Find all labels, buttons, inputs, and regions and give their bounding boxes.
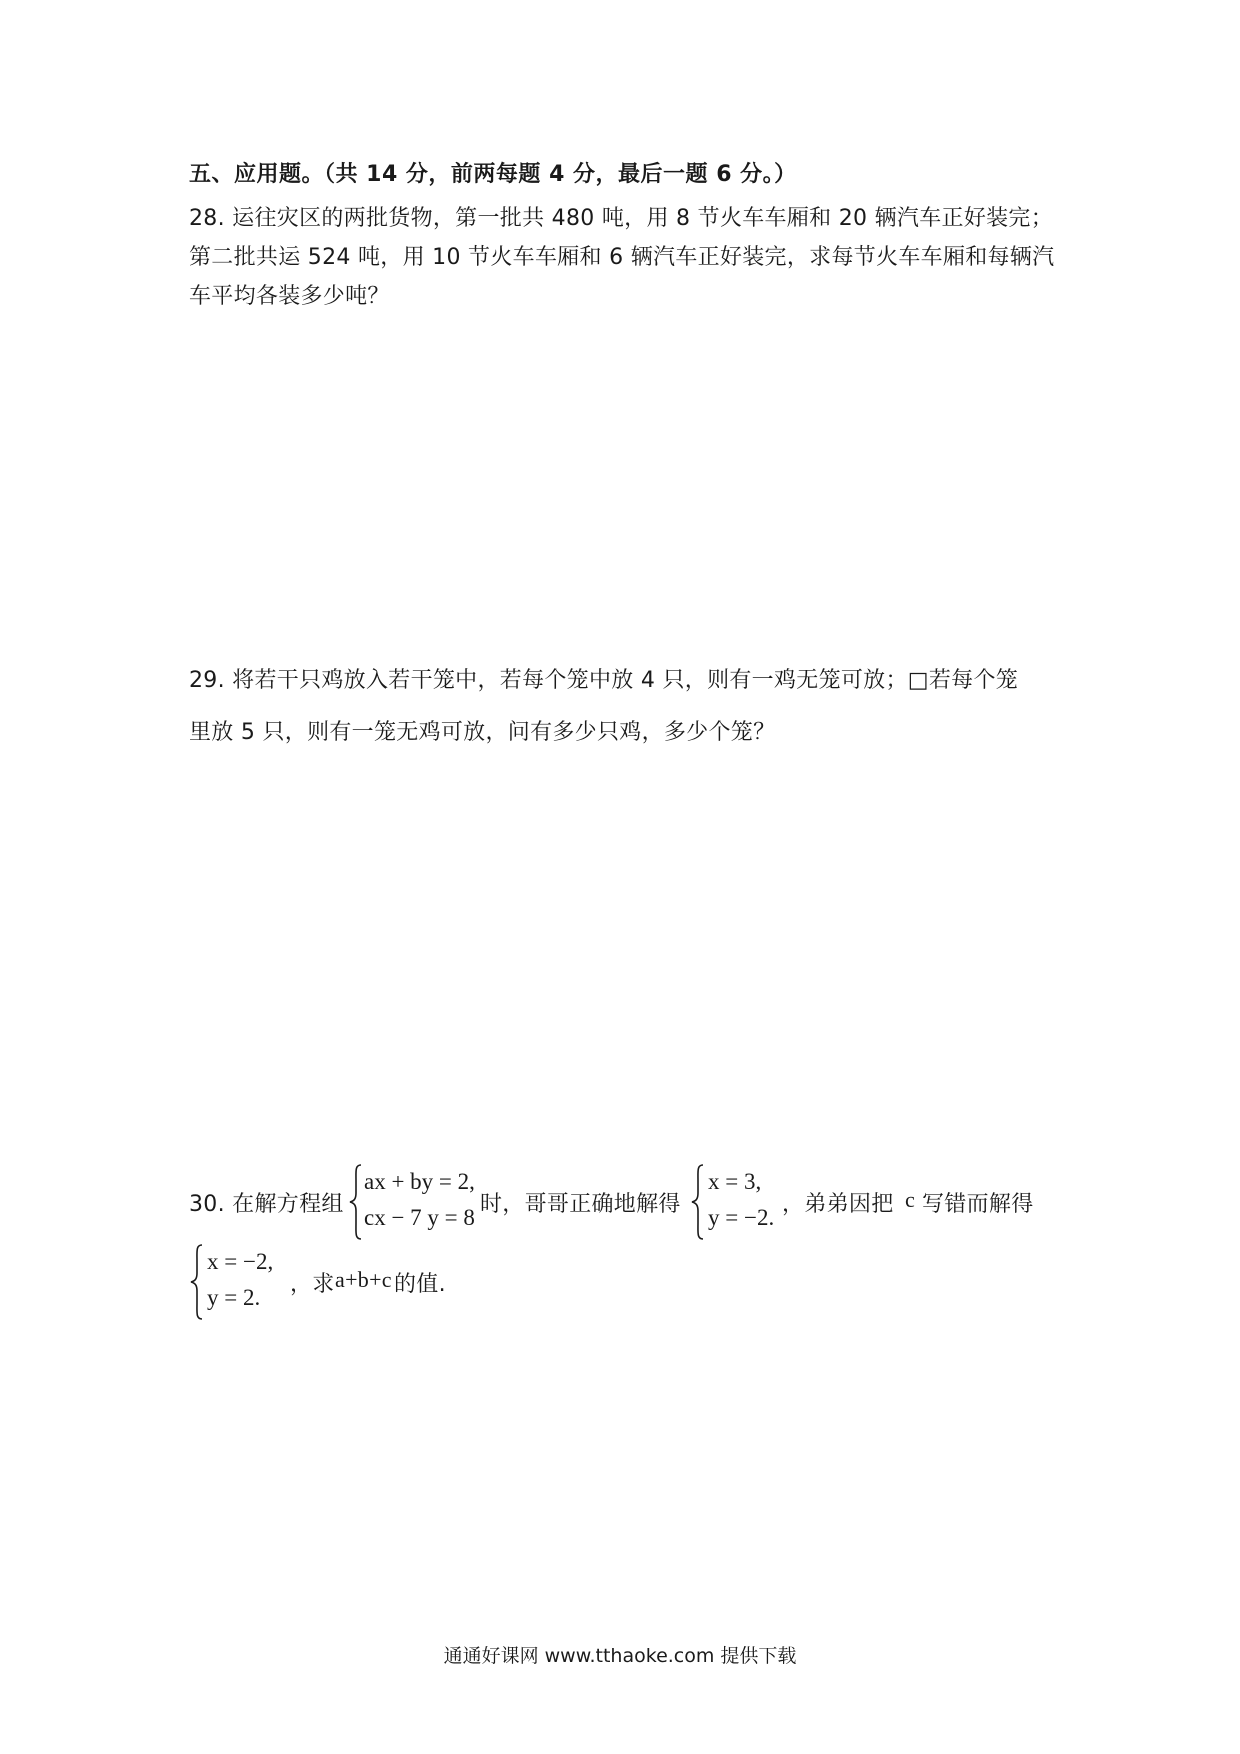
equation-system-2: [690, 1163, 790, 1243]
footer-credit: 通通好课网 www.tthaoke.com 提供下载: [443, 1645, 797, 1667]
q28-line-2: 第二批共运 524 吨，用 10 节火车车厢和 6 辆汽车正好装完，求每节火车车厢和每辆汽: [189, 245, 1055, 270]
system-3-eq-2: y = 2.: [207, 1285, 261, 1310]
q30-prefix: 30. 在解方程组: [189, 1192, 344, 1217]
q29-line-1: 29. 将若干只鸡放入若干笼中，若每个笼中放 4 只，则有一鸡无笼可放；□若每个笼: [189, 668, 1019, 693]
q30-expr: a+b+c: [335, 1267, 392, 1292]
q29-line-2: 里放 5 只，则有一笼无鸡可放，问有多少只鸡，多少个笼？: [189, 720, 776, 745]
equation-system-3: [189, 1243, 299, 1323]
brace-icon: [189, 1243, 205, 1321]
system-1-eq-1: ax + by = 2,: [364, 1169, 475, 1194]
q28-line-3: 车平均各装多少吨？: [189, 284, 390, 309]
brace-icon: [348, 1163, 364, 1241]
system-1-eq-2: cx − 7 y = 8: [364, 1205, 475, 1230]
q28-line-1: 28. 运往灾区的两批货物，第一批共 480 吨，用 8 节火车车厢和 20 辆汽车正好装完；: [189, 206, 1054, 231]
q30-ask-suffix: 的值.: [394, 1272, 446, 1297]
q30-var-c: c: [905, 1187, 916, 1212]
system-2-eq-1: x = 3,: [708, 1169, 762, 1194]
q30-mid-2: ，弟弟因把: [782, 1192, 894, 1217]
equation-system-1: [348, 1163, 478, 1243]
q30-mid-3: 写错而解得: [922, 1192, 1034, 1217]
q30-mid-1: 时，哥哥正确地解得: [480, 1192, 681, 1217]
system-3-eq-1: x = −2,: [207, 1249, 274, 1274]
section-heading: 五、应用题。（共 14 分，前两每题 4 分，最后一题 6 分。）: [189, 162, 797, 187]
q30-ask-prefix: ，求: [290, 1272, 335, 1297]
brace-icon: [690, 1163, 706, 1241]
system-2-eq-2: y = −2.: [708, 1205, 775, 1230]
